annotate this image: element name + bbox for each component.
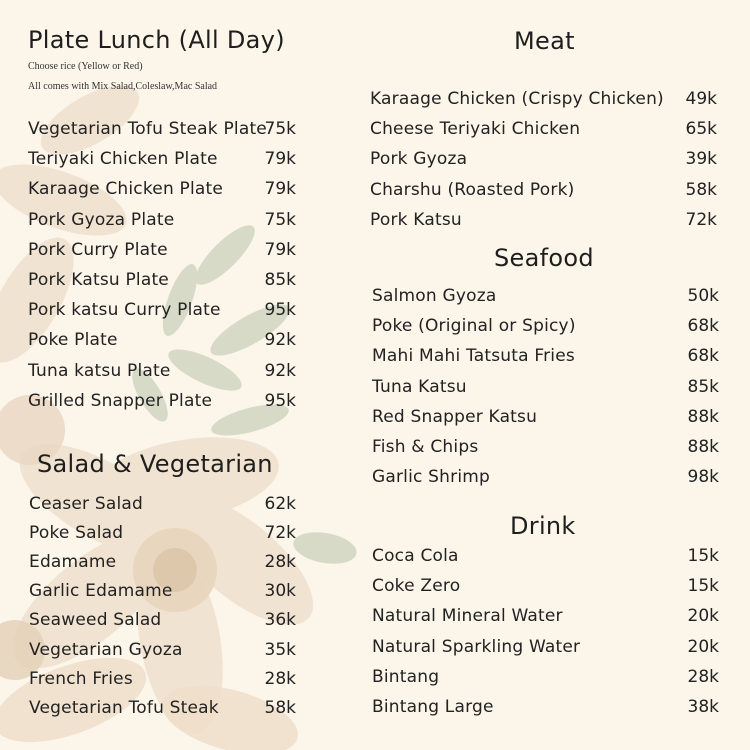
meat-item-price: 72k (685, 210, 717, 230)
plate-lunch-item-price: 79k (264, 149, 296, 169)
meat-item-price: 49k (685, 89, 717, 109)
plate-lunch-item-price: 79k (264, 240, 296, 260)
plate-lunch-item-price: 92k (264, 330, 296, 350)
salad-item-price: 36k (264, 610, 296, 630)
drink-title: Drink (510, 512, 576, 540)
meat-item-price: 58k (685, 180, 717, 200)
drink-item-name: Natural Sparkling Water (372, 637, 581, 657)
plate-lunch-item-name: Pork Gyoza Plate (28, 210, 175, 230)
salad-item-price: 28k (264, 552, 296, 572)
seafood-item-name: Salmon Gyoza (372, 286, 497, 306)
salad-item-price: 35k (264, 640, 296, 660)
salad-item-price: 58k (264, 698, 296, 718)
salad-item-price: 28k (264, 669, 296, 689)
drink-item-price: 15k (687, 576, 719, 596)
drink-item-name: Coke Zero (372, 576, 461, 596)
seafood-item-price: 68k (687, 316, 719, 336)
seafood-item-name: Poke (Original or Spicy) (372, 316, 576, 336)
drink-item-name: Coca Cola (372, 546, 459, 566)
plate-lunch-item-name: Vegetarian Tofu Steak Plate (28, 119, 267, 139)
plate-lunch-item-name: Tuna katsu Plate (28, 361, 171, 381)
plate-lunch-item-name: Karaage Chicken Plate (28, 179, 224, 199)
plate-lunch-item-price: 95k (264, 391, 296, 411)
plate-lunch-item-price: 85k (264, 270, 296, 290)
salad-item-name: Ceaser Salad (29, 494, 143, 514)
plate-lunch-item-name: Pork Curry Plate (28, 240, 168, 260)
seafood-item-name: Red Snapper Katsu (372, 407, 538, 427)
meat-item-name: Charshu (Roasted Pork) (370, 180, 575, 200)
plate-lunch-item-name: Pork katsu Curry Plate (28, 300, 221, 320)
drink-item-price: 38k (687, 697, 719, 717)
rice-note: Choose rice (Yellow or Red) (28, 61, 143, 72)
salad-item-name: Vegetarian Gyoza (29, 640, 183, 660)
drink-item-name: Bintang (372, 667, 440, 687)
salad-item-name: Seaweed Salad (29, 610, 162, 630)
plate-lunch-item-name: Poke Plate (28, 330, 118, 350)
plate-lunch-item-price: 75k (264, 119, 296, 139)
plate-lunch-item-name: Grilled Snapper Plate (28, 391, 213, 411)
seafood-item-name: Mahi Mahi Tatsuta Fries (372, 346, 575, 366)
salad-item-price: 62k (264, 494, 296, 514)
seafood-item-price: 98k (687, 467, 719, 487)
drink-item-name: Bintang Large (372, 697, 494, 717)
plate-lunch-item-price: 95k (264, 300, 296, 320)
seafood-item-name: Fish & Chips (372, 437, 479, 457)
salad-item-name: Poke Salad (29, 523, 124, 543)
drink-item-price: 20k (687, 606, 719, 626)
plate-lunch-item-price: 79k (264, 179, 296, 199)
salad-item-name: French Fries (29, 669, 133, 689)
salad-item-name: Vegetarian Tofu Steak (29, 698, 219, 718)
salad-title: Salad & Vegetarian (37, 450, 273, 478)
seafood-item-price: 88k (687, 437, 719, 457)
salad-item-price: 72k (264, 523, 296, 543)
seafood-item-name: Tuna Katsu (372, 377, 467, 397)
drink-item-name: Natural Mineral Water (372, 606, 563, 626)
seafood-item-name: Garlic Shrimp (372, 467, 491, 487)
plate-lunch-item-price: 75k (264, 210, 296, 230)
salad-item-name: Garlic Edamame (29, 581, 173, 601)
plate-lunch-title: Plate Lunch (All Day) (28, 26, 285, 54)
seafood-title: Seafood (494, 244, 594, 272)
sides-note: All comes with Mix Salad,Coleslaw,Mac Salad (28, 81, 218, 92)
salad-item-price: 30k (264, 581, 296, 601)
meat-item-name: Cheese Teriyaki Chicken (370, 119, 581, 139)
meat-title: Meat (514, 27, 575, 55)
drink-item-price: 15k (687, 546, 719, 566)
plate-lunch-item-price: 92k (264, 361, 296, 381)
meat-item-price: 39k (685, 149, 717, 169)
seafood-item-price: 68k (687, 346, 719, 366)
plate-lunch-item-name: Pork Katsu Plate (28, 270, 169, 290)
drink-item-price: 28k (687, 667, 719, 687)
meat-item-price: 65k (685, 119, 717, 139)
meat-item-name: Pork Gyoza (370, 149, 468, 169)
seafood-item-price: 85k (687, 377, 719, 397)
meat-item-name: Karaage Chicken (Crispy Chicken) (370, 89, 664, 109)
plate-lunch-item-name: Teriyaki Chicken Plate (28, 149, 218, 169)
seafood-item-price: 88k (687, 407, 719, 427)
drink-item-price: 20k (687, 637, 719, 657)
seafood-item-price: 50k (687, 286, 719, 306)
meat-item-name: Pork Katsu (370, 210, 462, 230)
salad-item-name: Edamame (29, 552, 117, 572)
